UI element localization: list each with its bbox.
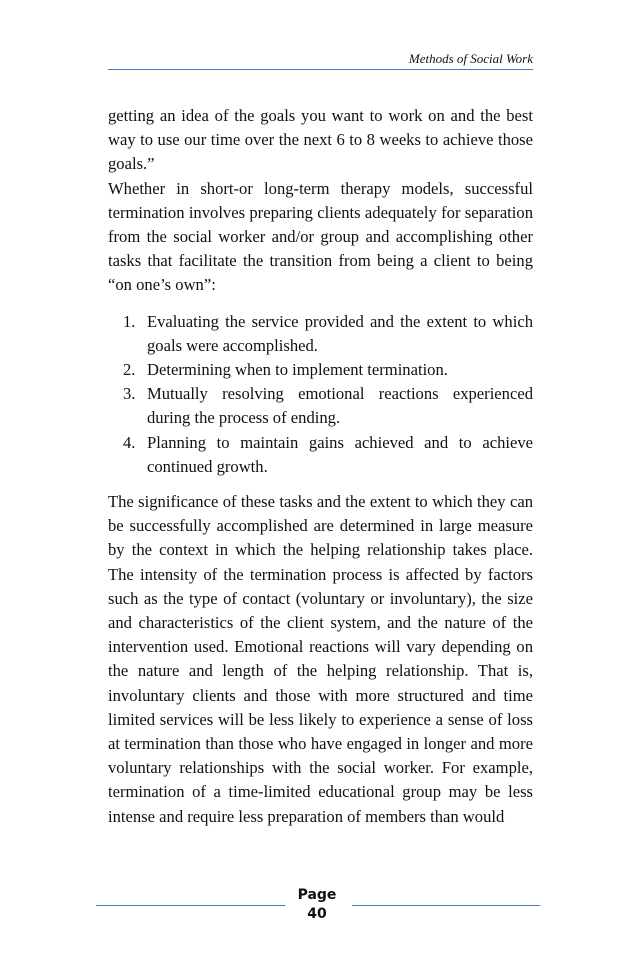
header-rule <box>108 69 533 70</box>
paragraph-continuation: getting an idea of the goals you want to work on and the best way to use our time over the next 6 to 8 weeks to achieve those goals.” <box>108 106 533 174</box>
list-item-number: 2. <box>123 360 136 380</box>
list-item-text: Planning to maintain gains achieved and to achieve continued growth. <box>147 432 533 476</box>
list-item <box>108 310 533 358</box>
page-word: Page <box>297 887 337 903</box>
running-header <box>108 51 533 71</box>
termination-tasks-list <box>108 310 533 479</box>
list-item-text: Mutually resolving emotional reactions experienced during the process of ending. <box>147 384 533 428</box>
page-number: 40 <box>307 906 327 922</box>
page-number-label <box>294 886 340 924</box>
paragraph-termination-intro: Whether in short-or long-term therapy models, successful termination involves preparing clients adequately for separation from the social worker and/or group and accomplishing other tasks that facilitate the transition from being a client to being “on one’s own”: <box>108 178 533 295</box>
list-item <box>108 382 533 430</box>
list-item-number: 1. <box>123 311 136 331</box>
footer-rule-left <box>96 905 285 906</box>
list-item-text: Evaluating the service provided and the extent to which goals were accomplished. <box>147 311 533 355</box>
page-footer <box>96 884 540 928</box>
paragraph-significance: The significance of these tasks and the extent to which they can be successfully accomplished are determined in large measure by the context in which the helping relationship takes place. The intensity of the termination process is affected by factors such as the type of contact (voluntary or involuntary), the size and characteristics of the client system, and the nature of the intervention used. Emotional reactions will vary depending on the nature and length of the helping relationship. That is, involuntary clients and those with more structured and time limited services will be less likely to experience a sense of loss at termination than those who have engaged in longer and more voluntary relationships with the social worker. For example, termination of a time-limited educational group may be less intense and require less preparation of members than would <box>108 492 533 826</box>
list-item-text: Determining when to implement termination. <box>147 360 448 380</box>
list-item-number: 3. <box>123 384 136 404</box>
header-title: Methods of Social Work <box>408 51 533 66</box>
body-text <box>108 104 533 829</box>
list-item <box>108 431 533 479</box>
footer-rule-right <box>352 905 540 906</box>
list-item-number: 4. <box>123 432 136 452</box>
list-item <box>108 358 533 382</box>
